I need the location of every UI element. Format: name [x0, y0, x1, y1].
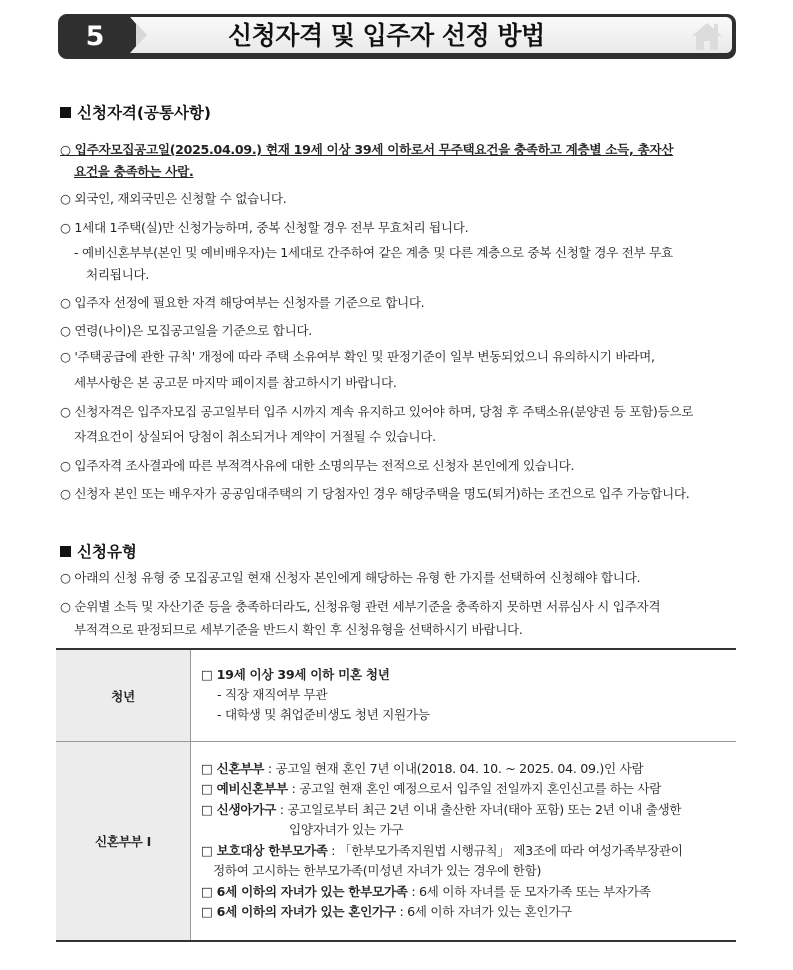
row-label-youth: 청년	[56, 649, 191, 741]
eligibility-item-7: ○ 신청자격은 입주자모집 공고일부터 입주 시까지 계속 유지하고 있어야 하며, 당첨 후 주택소유(분양권 등 포함)등으로	[60, 404, 694, 419]
row-label-newlywed: 신혼부부 Ⅰ	[56, 741, 191, 941]
square-bullet-icon	[60, 107, 71, 118]
eligibility-item-3-sub-cont: 처리됩니다.	[86, 267, 150, 282]
single-parent-child6-criterion: □ 6세 이하의 자녀가 있는 한부모가족 : 6세 이하 자녀를 둔 모자가족 또는 부자가족	[201, 883, 651, 899]
square-bullet-icon	[60, 546, 71, 557]
eligibility-item-6: ○ '주택공급에 관한 규칙' 개정에 따라 주택 소유여부 확인 및 판정기준이 일부 변동되었으니 유의하시기 바라며,	[60, 349, 655, 364]
eligibility-item-3-sub: - 예비신혼부부(본인 및 예비배우자)는 1세대로 간주하여 같은 계층 및 다른 계층으로 중복 신청할 경우 전부 무효	[74, 245, 673, 260]
single-parent-cont: 정하여 고시하는 한부모가족(미성년 자녀가 있는 경우에 한함)	[213, 863, 542, 879]
section-banner	[58, 14, 736, 59]
type-item-2: ○ 순위별 소득 및 자산기준 등을 충족하더라도, 신청유형 관련 세부기준을 충족하지 못하면 서류심사 시 입주자격	[60, 599, 661, 614]
youth-criterion: □ 19세 이상 39세 이하 미혼 청년	[201, 667, 390, 683]
home-icon	[690, 20, 724, 52]
type-item-2-cont: 부적격으로 판정되므로 세부기준을 반드시 확인 후 신청유형을 선택하시기 바랍니다.	[74, 622, 523, 637]
section-heading-eligibility: 신청자격(공통사항)	[60, 101, 211, 123]
eligibility-item-8: ○ 입주자격 조사결과에 따른 부적격사유에 대한 소명의무는 전적으로 신청자 본인에게 있습니다.	[60, 458, 575, 473]
single-parent-criterion: □ 보호대상 한부모가족 : 「한부모가족지원법 시행규칙」 제3조에 따라 여성가족부장관이	[201, 842, 683, 858]
eligibility-item-4: ○ 입주자 선정에 필요한 자격 해당여부는 신청자를 기준으로 합니다.	[60, 295, 425, 310]
pre-newlywed-criterion: □ 예비신혼부부 : 공고일 현재 혼인 예정으로서 입주일 전일까지 혼인신고를 하는 사람	[201, 781, 662, 797]
table-row	[56, 741, 736, 941]
eligibility-item-7-cont: 자격요건이 상실되어 당첨이 취소되거나 계약이 거절될 수 있습니다.	[74, 429, 436, 444]
section-heading-application-type: 신청유형	[60, 540, 137, 562]
arrow-inner-icon	[136, 23, 147, 47]
eligibility-item-6-cont: 세부사항은 본 공고문 마지막 페이지를 참고하시기 바랍니다.	[74, 375, 397, 390]
eligibility-item-1-cont: 요건을 충족하는 사람.	[74, 164, 194, 179]
row-content-newlywed	[191, 741, 737, 941]
application-type-table	[56, 648, 736, 942]
eligibility-item-5: ○ 연령(나이)은 모집공고일을 기준으로 합니다.	[60, 323, 313, 338]
section-title: 신청자격 및 입주자 선정 방법	[228, 21, 545, 50]
section-number: 5	[85, 21, 105, 52]
eligibility-item-9: ○ 신청자 본인 또는 배우자가 공공임대주택의 기 당첨자인 경우 해당주택을 명도(퇴거)하는 조건으로 입주 가능합니다.	[60, 486, 690, 501]
eligibility-item-1: ○ 입주자모집공고일(2025.04.09.) 현재 19세 이상 39세 이하로서 무주택요건을 충족하고 계층별 소득, 총자산	[60, 142, 674, 157]
eligibility-item-2: ○ 외국인, 재외국민은 신청할 수 없습니다.	[60, 191, 287, 206]
married-child6-criterion: □ 6세 이하의 자녀가 있는 혼인가구 : 6세 이하 자녀가 있는 혼인가구	[201, 904, 573, 920]
newborn-household-cont: 입양자녀가 있는 가구	[289, 822, 404, 838]
eligibility-item-3: ○ 1세대 1주택(실)만 신청가능하며, 중복 신청할 경우 전부 무효처리 됩니다.	[60, 220, 469, 235]
row-content-youth	[191, 649, 737, 741]
newborn-household-criterion: □ 신생아가구 : 공고일로부터 최근 2년 이내 출산한 자녀(태아 포함) 또는 2년 이내 출생한	[201, 801, 682, 817]
newlywed-criterion: □ 신혼부부 : 공고일 현재 혼인 7년 이내(2018. 04. 10. ~ 2025. 04. 09.)인 사람	[201, 760, 644, 776]
type-item-1: ○ 아래의 신청 유형 중 모집공고일 현재 신청자 본인에게 해당하는 유형 한 가지를 선택하여 신청해야 합니다.	[60, 570, 641, 585]
table-row	[56, 649, 736, 741]
youth-note-2: - 대학생 및 취업준비생도 청년 지원가능	[217, 707, 430, 723]
youth-note-1: - 직장 재직여부 무관	[217, 687, 328, 703]
